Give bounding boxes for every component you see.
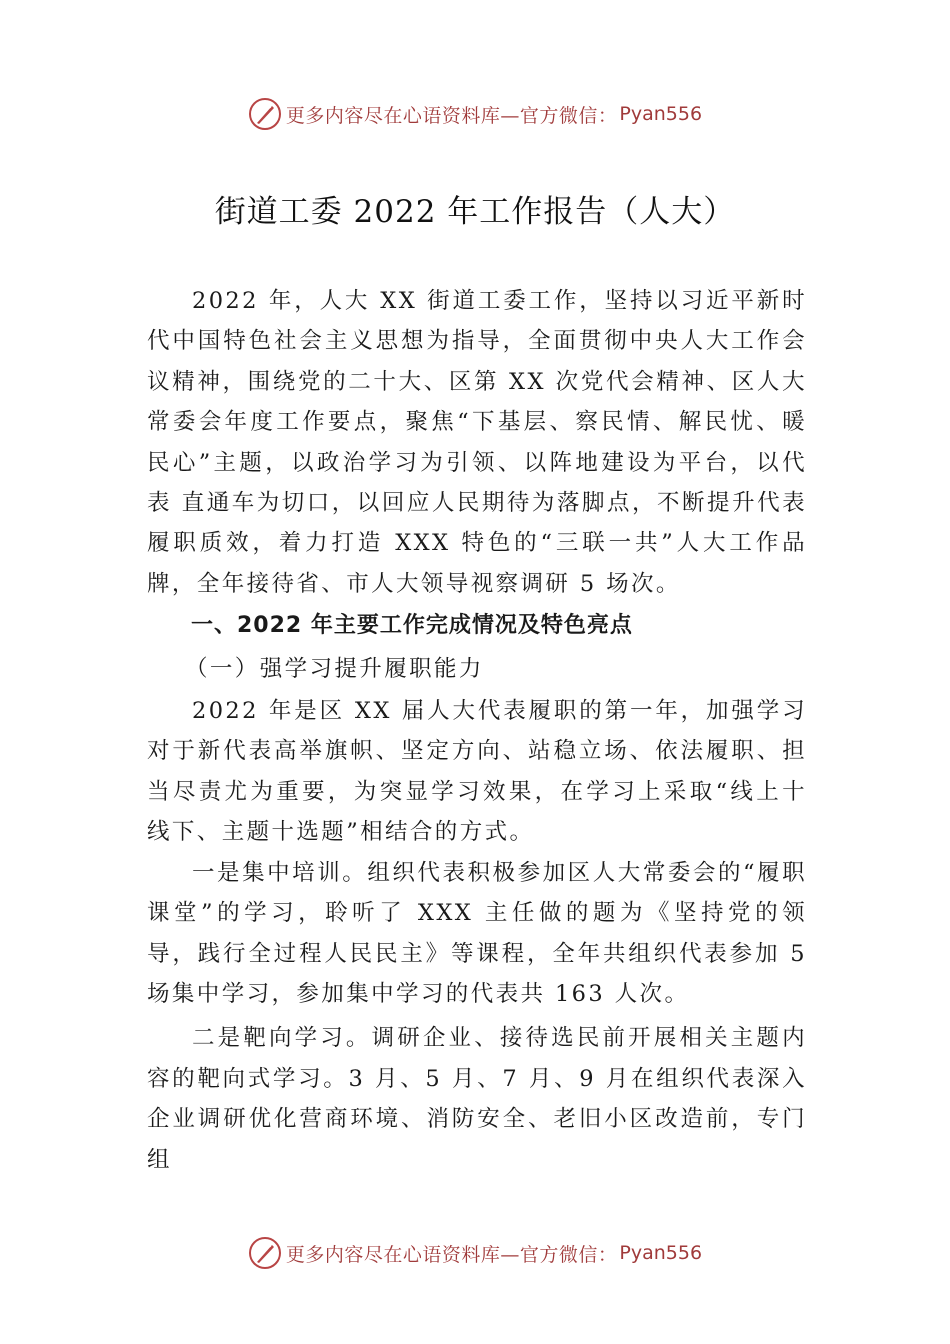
watermark-wechat-id: Pyan556 [619, 103, 703, 125]
watermark-text: 更多内容尽在心语资料库—官方微信： [285, 104, 618, 127]
footer-watermark [0, 1233, 950, 1273]
pen-feather-icon [248, 1236, 282, 1270]
document-title: 街道工委 2022 年工作报告（人大） [214, 194, 736, 230]
watermark-wechat-id: Pyan556 [619, 1242, 703, 1264]
paragraph-training: 一是集中培训。组织代表积极参加区人大常委会的“履职课堂”的学习，聆听了 XXX 主任做的题为《坚持党的领导，践行全过程人民民主》等课程，全年共组织代表参加 5 场集中学习，参加集中学习的代表共 163 人次。 [147, 859, 807, 1007]
pen-feather-icon [248, 97, 282, 131]
header-watermark [0, 94, 950, 134]
paragraph-intro: 2022 年，人大 XX 街道工委工作，坚持以习近平新时代中国特色社会主义思想为指导，全面贯彻中央人大工作会议精神，围绕党的二十大、区第 XX 次党代会精神、区人大常委会年度工作要点，聚焦“下基层、察民情、解民忧、暖民心”主题，以政治学习为引领、以阵地建设为平台，以代表 直通车为切口，以回应人民期待为落脚点，不断提升代表履职质效，着力打造 XXX 特色的“三联一共”人大工作品牌，全年接待省、市人大领导视察调研 5 场次。 [147, 288, 807, 597]
paragraph-targeted-study: 二是靶向学习。调研企业、接待选民前开展相关主题内容的靶向式学习。3 月、5 月、7 月、9 月在组织代表深入企业调研优化营商环境、消防安全、老旧小区改造前，专门组 [147, 1025, 807, 1173]
subsection-heading: （一）强学习提升履职能力 [185, 655, 484, 682]
document-body [147, 281, 807, 1180]
section-heading: 一、2022 年主要工作完成情况及特色亮点 [191, 613, 633, 639]
paragraph-study: 2022 年是区 XX 届人大代表履职的第一年，加强学习对于新代表高举旗帜、坚定方向、站稳立场、依法履职、担当尽责尤为重要，为突显学习效果，在学习上采取“线上十线下、主题十选题”相结合的方式。 [147, 698, 807, 846]
watermark-text: 更多内容尽在心语资料库—官方微信： [285, 1243, 618, 1266]
